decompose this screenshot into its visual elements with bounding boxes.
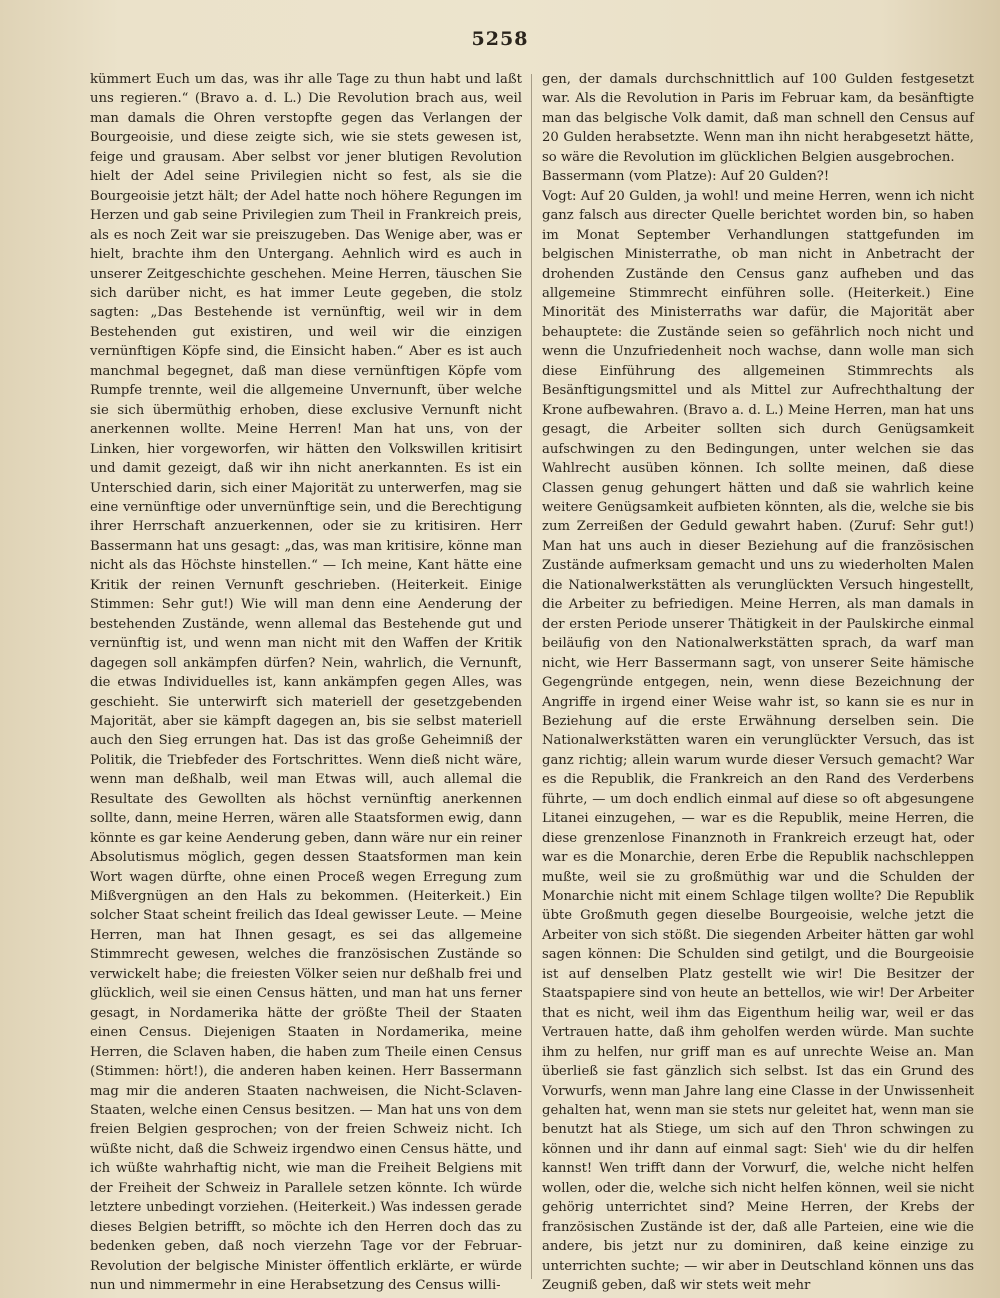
speaker-vogt-paragraph: Vogt: Auf 20 Gulden, ja wohl! und meine Herren, wenn ich nicht ganz falsch aus directer Quelle berichtet worden bin, so haben im Monat September Verhandlungen stattgefunden im belgischen Ministerrathe, ob man nicht in Anbetracht der drohenden Zustände den Census ganz aufheben und das allgemeine Stimmrecht einführen solle. (Heiterkeit.) Eine Minorität des Ministerraths war dafür, die Majorität aber behauptete: die Zustände seien so gefährlich noch nicht und wenn die Unzufriedenheit noch wachse, dann wolle man sich diese Einführung des allgemeinen Stimmrechts als Besänftigungsmittel und als Mittel zur Aufrechthaltung der Krone aufbewahren. (Bravo a. d. L.) Meine Herren, man hat uns gesagt, die Arbeiter sollten sich durch Genügsamkeit aufschwingen zu den Bedingungen, unter welchen sie das Wahlrecht ausüben können. Ich sollte meinen, daß diese Classen genug gehungert hätten und daß sie wahrlich keine weitere Genügsamkeit aufbieten könnten, als die, welche sie bis zum Zerreißen der Geduld gewahrt haben. (Zuruf: Sehr gut!) Man hat uns auch in dieser Beziehung auf die französischen Zustände aufmerksam gemacht und uns zu wiederholten Malen die Nationalwerkstätten als verunglückten Versuch hingestellt, die Arbeiter zu befriedigen. Meine Herren, als man damals in der ersten Periode unserer Thätigkeit in der Paulskirche einmal beiläufig von den Nationalwerkstätten sprach, da warf man nicht, wie Herr Bassermann sagt, von unserer Seite hämische Gegengründe entgegen, nein, wenn diese Bezeichnung der Angriffe in irgend einer Weise wahr ist, so kann sie es nur in Beziehung auf die erste Erwähnung derselben sein. Die Nationalwerkstätten waren ein verunglückter Versuch, das ist ganz richtig; allein warum wurde dieser Versuch gemacht? War es die Republik, die Frankreich an den Rand des Verderbens führte, — um doch endlich einmal auf diese so oft abgesungene Litanei einzugehen, — war es die Republik, meine Herren, die diese grenzenlose Finanznoth in Frankreich erzeugt hat, oder war es die Monarchie, deren Erbe die Republik nachschleppen mußte, weil sie zu großmüthig war und die Schulden der Monarchie nicht mit einem Schlage tilgen wollte? Die Republik übte Großmuth gegen dieselbe Bourgeoisie, welche jetzt die Arbeiter von sich stößt. Die siegenden Arbeiter hätten gar wohl sagen können: Die Schulden sind getilgt, und die Bourgeoisie ist auf denselben Platz gestellt wie wir! Die Besitzer der Staatspapiere sind von heute an bettellos, wie wir! Der Arbeiter that es nicht, weil ihm das Eigenthum heilig war, weil er das Vertrauen hatte, daß ihm geholfen werden würde. Man suchte ihm zu helfen, nur griff man es auf unrechte Weise an. Man überließ sie fast gänzlich sich selbst. Ist das ein Grund des Vorwurfs, wenn man Jahre lang eine Classe in der Unwissenheit gehalten hat, wenn man sie stets nur geleitet hat, wenn man sie benutzt hat als Stiege, um sich auf den Thron schwingen zu können und ihr dann auf einmal sagt: Sieh' wie du dir helfen kannst! Wen trifft dann der Vorwurf, die, welche nicht helfen wollen, oder die, welche sich nicht helfen können, weil sie nicht gehörig unterrichtet sind? Meine Herren, der Krebs der französischen Zustände ist der, daß alle Parteien, eine wie die andere, bis jetzt nur zu dominiren, daß keine einzige zu unterrichten suchte; — wir aber in Deutschland können uns das Zeugniß geben, daß wir stets weit mehr [542,188,974,1294]
right-paragraph: gen, der damals durchschnittlich auf 100 Gulden festgesetzt war. Als die Revolution in Paris im Februar kam, da besänftigte man das belgische Volk damit, daß man schnell den Census auf 20 Gulden herabsetzte. Wenn man ihn nicht herabgesetzt hätte, so wäre die Revolution im glücklichen Belgien ausgebrochen. [542,72,974,165]
left-paragraph: kümmert Euch um das, was ihr alle Tage zu thun habt und laßt uns regieren.“ (Bravo a. d. L.) Die Revolution brach aus, weil man damals die Ohren verstopfte gegen das Verlangen der Bourgeoisie, und diese zeigte sich, wie sie stets gewesen ist, feige und grausam. Aber selbst vor jener blutigen Revolution hielt der Adel seine Privilegien nicht so fest, als sie die Bourgeoisie jetzt hält; der Adel hatte noch höhere Regungen im Herzen und gab seine Privilegien zum Theil in Frankreich preis, als es noch Zeit war sie preiszugeben. Das Wenige aber, was er hielt, brachte ihm den Untergang. Aehnlich wird es auch in unserer Zeitgeschichte geschehen. Meine Herren, täuschen Sie sich darüber nicht, es hat immer Leute gegeben, die stolz sagten: „Das Bestehende ist vernünftig, weil wir in dem Bestehenden gut existiren, und weil wir die einzigen vernünftigen Köpfe sind, die Einsicht haben.“ Aber es ist auch manchmal begegnet, daß man diese vernünftigen Köpfe vom Rumpfe trennte, weil die allgemeine Unvernunft, über welche sie sich übermüthig erhoben, diese exclusive Vernunft nicht anerkennen wollte. Meine Herren! Man hat uns, von der Linken, hier vorgeworfen, wir hätten den Volkswillen kritisirt und damit gezeigt, daß wir ihn nicht anerkannten. Es ist ein Unterschied darin, sich einer Majorität zu unterwerfen, mag sie eine vernünftige oder unvernünftige sein, und die Berechtigung ihrer Herrschaft anzuerkennen, oder sie zu kritisiren. Herr Bassermann hat uns gesagt: „das, was man kritisire, könne man nicht als das Höchste hinstellen.“ — Ich meine, Kant hätte eine Kritik der reinen Vernunft geschrieben. (Heiterkeit. Einige Stimmen: Sehr gut!) Wie will man denn eine Aenderung der bestehenden Zustände, wenn allemal das Bestehende gut und vernünftig ist, und wenn man nicht mit den Waffen der Kritik dagegen soll ankämpfen dürfen? Nein, wahrlich, die Vernunft, die etwas Individuelles ist, kann ankämpfen gegen Alles, was geschieht. Sie unterwirft sich materiell der gesetzgebenden Majorität, aber sie kämpft dagegen an, bis sie selbst materiell auch den Sieg errungen hat. Das ist das große Geheimniß der Politik, die Triebfeder des Fortschrittes. Wenn dieß nicht wäre, wenn man deßhalb, weil man Etwas will, auch allemal die Resultate des Gewollten als höchst vernünftig anerkennen sollte, dann, meine Herren, wären alle Staatsformen ewig, dann könnte es gar keine Aenderung geben, dann wäre nur ein reiner Absolutismus möglich, gegen dessen Staatsformen man kein Wort wagen dürfte, ohne einen Proceß wegen Erregung zum Mißvergnügen an den Hals zu bekommen. (Heiterkeit.) Ein solcher Staat scheint freilich das Ideal gewisser Leute. — Meine Herren, man hat Ihnen gesagt, es sei das allgemeine Stimmrecht gewesen, welches die französischen Zustände so verwickelt habe; die freiesten Völker seien nur deßhalb frei und glücklich, weil sie einen Census hätten, und man hat uns ferner gesagt, in Nordamerika hätte der größte Theil der Staaten einen Census. Diejenigen Staaten in Nordamerika, meine Herren, die Sclaven haben, die haben zum Theile einen Census (Stimmen: hört!), die anderen haben keinen. Herr Bassermann mag mir die anderen Staaten nachweisen, die Nicht-Sclaven-Staaten, welche einen Census besitzen. — Man hat uns von dem freien Belgien gesprochen; von der freien Schweiz nicht. Ich wüßte nicht, daß die Schweiz irgendwo einen Census hätte, und ich wüßte wahrhaftig nicht, wie man die Freiheit Belgiens mit der Freiheit der Schweiz in Parallele setzen könnte. Ich würde letztere unbedingt vorziehen. (Heiterkeit.) Was indessen gerade dieses Belgien betrifft, so möchte ich den Herren doch das zu bedenken geben, daß noch vierzehn Tage vor der Februar-Revolution der belgische Minister öffentlich erklärte, er würde nun und nimmermehr in eine Herabsetzung des Census willi- [90,72,522,1294]
page-number: 5258 [471,28,529,50]
column-divider [531,74,532,1279]
right-column [542,70,974,1294]
speaker-bassermann-remark: Bassermann (vom Platze): Auf 20 Gulden?! [542,169,830,185]
left-column [90,70,522,1294]
